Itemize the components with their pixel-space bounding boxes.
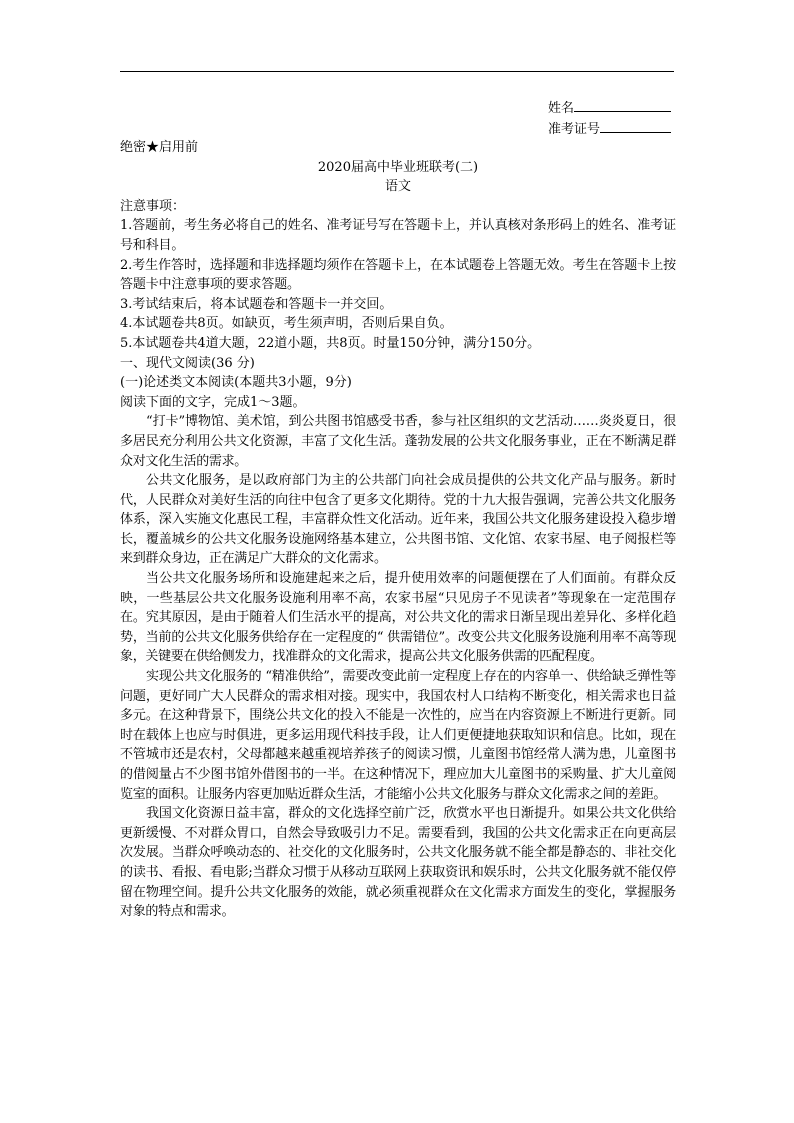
notice-item-5: 5.本试题卷共4道大题，22道小题，共8页。时量150分钟，满分150分。 — [120, 335, 541, 351]
exam-title: 2020届高中毕业班联考(二) — [317, 159, 479, 175]
secret-label: 绝密★启用前 — [120, 140, 199, 155]
notice-item-2: 2.考生作答时，选择题和非选择题均须作在答题卡上，在本试题卷上答题无效。考生在答题卡上按答题卡中注意事项的要求答题。 — [120, 257, 676, 293]
name-blank[interactable] — [574, 97, 671, 112]
paragraph-1: “打卡”博物馆、美术馆，到公共图书馆感受书香，参与社区组织的文艺活动……炎炎夏日，很多居民充分利用公共文化资源，丰富了文化生活。蓬勃发展的公共文化服务事业，正在不断满足群众对文化生活的需求。 — [120, 414, 676, 469]
paragraph-4: 实现公共文化服务的 “精准供给”，需要改变此前一定程度上存在的内容单一、供给缺乏弹性等问题，更好同广大人民群众的需求相对接。现实中，我国农村人口结构不断变化，相关需求也日益多元。在这种背景下，围绕公共文化的投入不能是一次性的，应当在内容资源上不断进行更新。同时在载体上也应与时俱进，更多运用现代科技手段，让人们更便捷地获取知识和信息。比如，现在不管城市还是农村，父母都越来越重视培养孩子的阅读习惯，儿童图书馆经常人满为患，儿童图书的借阅量占不少图书馆外借图书的一半。在这种情况下，理应加大儿童图书的采购量、扩大儿童阅览室的面积。让服务内容更加贴近群众生活，才能缩小公共文化服务与群众文化需求之间的差距。 — [120, 669, 676, 802]
header-rule — [120, 71, 674, 72]
paragraph-2: 公共文化服务，是以政府部门为主的公共部门向社会成员提供的公共文化产品与服务。新时代，人民群众对美好生活的向往中包含了更多文化期待。党的十九大报告强调，完善公共文化服务体系，深入实施文化惠民工程，丰富群众性文化活动。近年来，我国公共文化服务建设投入稳步增长，覆盖城乡的公共文化服务设施网络基本建立，公共图书馆、文化馆、农家书屋、电子阅报栏等来到群众身边，正在满足广大群众的文化需求。 — [120, 473, 676, 567]
notice-item-3: 3.考试结束后，将本试题卷和答题卡一并交回。 — [120, 296, 393, 312]
subsection-heading: (一)论述类文本阅读(本题共3小题，9分) — [120, 375, 352, 391]
name-field[interactable] — [548, 97, 671, 119]
paragraph-3: 当公共文化服务场所和设施建起来之后，提升使用效率的问题便摆在了人们面前。有群众反映，一些基层公共文化服务设施利用率不高，农家书屋“只见房子不见读者”等现象在一定范围存在。究其原因，是由于随着人们生活水平的提高，对公共文化的需求日渐呈现出差异化、多样化趋势，当前的公共文化服务供给存在一定程度的“ 供需错位”。改变公共文化服务设施利用率不高等现象，关键要在供给侧发力，找准群众的文化需求，提高公共文化服务供需的匹配程度。 — [120, 571, 676, 665]
exam-id-label: 准考证号 — [548, 122, 601, 137]
notice-item-1: 1.答题前，考生务必将自己的姓名、准考证号写在答题卡上，并认真核对条形码上的姓名、准考证号和科目。 — [120, 218, 676, 253]
notice-heading: 注意事项： — [120, 198, 186, 214]
notice-item-4: 4.本试题卷共8页。如缺页，考生须声明，否则后果自负。 — [120, 316, 453, 332]
subject-title: 语文 — [384, 179, 411, 195]
exam-id-field[interactable] — [548, 118, 671, 140]
section-heading: 一、现代文阅读(36 分) — [120, 355, 255, 371]
name-label: 姓名 — [548, 101, 575, 116]
exam-id-blank[interactable] — [600, 118, 671, 133]
paragraph-5: 我国文化资源日益丰富，群众的文化选择空前广泛，欣赏水平也日渐提升。如果公共文化供给更新缓慢、不对群众胃口，自然会导致吸引力不足。需要看到，我国的公共文化需求正在向更高层次发展。当群众呼唤动态的、社交化的文化服务时，公共文化服务就不能全都是静态的、非社交化的读书、看报、看电影;当群众习惯于从移动互联网上获取资讯和娱乐时，公共文化服务就不能仅停留在物理空间。提升公共文化服务的效能，就必须重视群众在文化需求方面发生的变化，掌握服务对象的特点和需求。 — [120, 806, 676, 920]
reading-instruction: 阅读下面的文字，完成1～3题。 — [120, 394, 306, 410]
document-body — [120, 138, 676, 922]
